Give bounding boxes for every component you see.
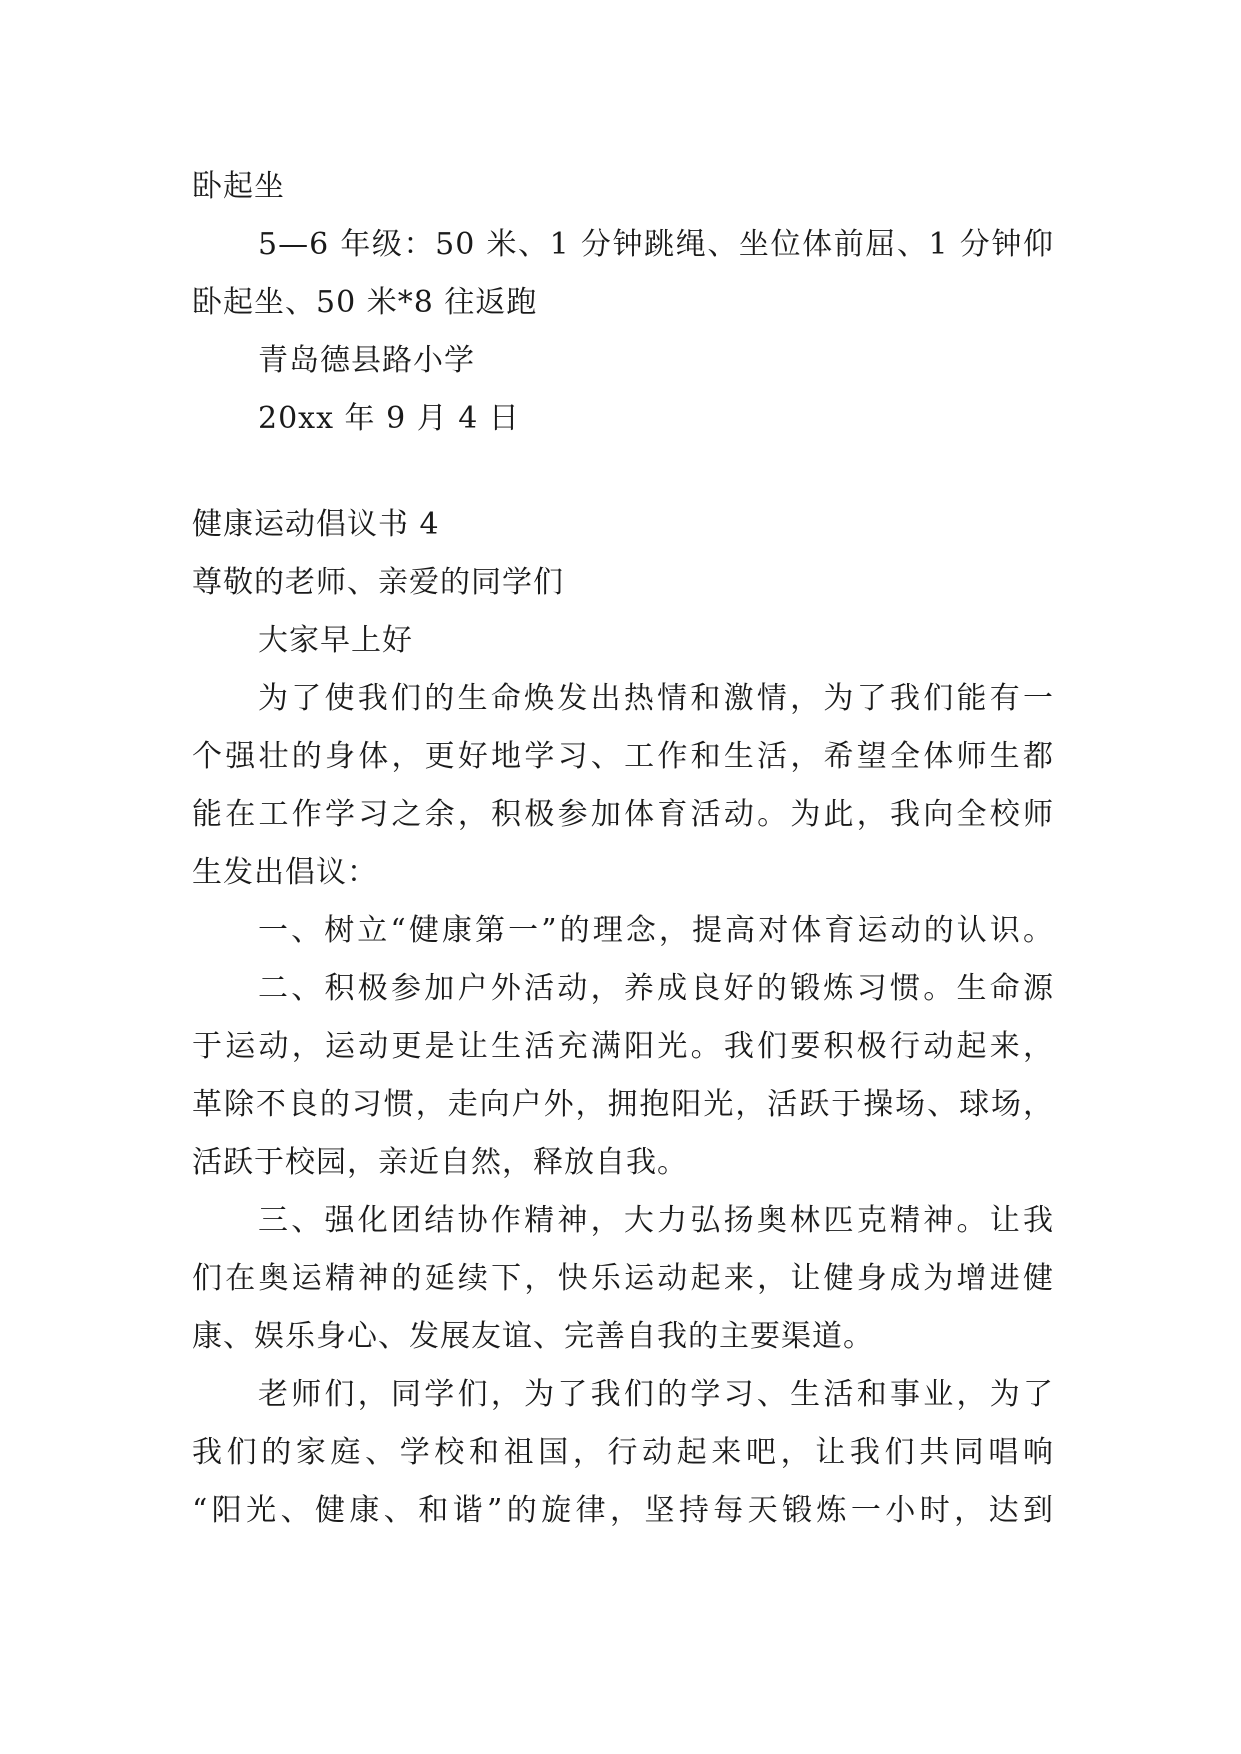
text-line: 们在奥运精神的延续下，快乐运动起来，让健身成为增进健 (192, 1261, 1054, 1296)
text-line: 老师们，同学们，为了我们的学习、生活和事业，为了 (258, 1377, 1054, 1412)
text-line: 康、娱乐身心、发展友谊、完善自我的主要渠道。 (192, 1319, 874, 1354)
text-line: 三、强化团结协作精神，大力弘扬奥林匹克精神。让我 (258, 1203, 1054, 1238)
text-line: 于运动，运动更是让生活充满阳光。我们要积极行动起来， (192, 1029, 1054, 1064)
text-line: 为了使我们的生命焕发出热情和激情，为了我们能有一 (258, 681, 1054, 716)
text-line: 我们的家庭、学校和祖国，行动起来吧，让我们共同唱响 (192, 1435, 1054, 1470)
document-body (192, 158, 1054, 1540)
text-line: “阳光、健康、和谐”的旋律，坚持每天锻炼一小时，达到 (192, 1493, 1054, 1528)
text-line: 活跃于校园，亲近自然，释放自我。 (192, 1145, 688, 1180)
text-line: 生发出倡议： (192, 855, 378, 890)
date-line: 20xx 年 9 月 4 日 (258, 401, 520, 436)
text-line: 能在工作学习之余，积极参加体育活动。为此，我向全校师 (192, 797, 1054, 832)
salutation: 尊敬的老师、亲爱的同学们 (192, 565, 564, 600)
text-line: 个强壮的身体，更好地学习、工作和生活，希望全体师生都 (192, 739, 1054, 774)
text-line: 卧起坐 (192, 169, 285, 204)
text-line: 一、树立“健康第一”的理念，提高对体育运动的认识。 (258, 913, 1054, 948)
text-line: 5—6 年级：50 米、1 分钟跳绳、坐位体前屈、1 分钟仰 (258, 227, 1054, 262)
text-line: 革除不良的习惯，走向户外，拥抱阳光，活跃于操场、球场， (192, 1087, 1054, 1122)
greeting: 大家早上好 (258, 623, 413, 658)
school-name: 青岛德县路小学 (258, 343, 475, 378)
section-gap (192, 448, 1054, 496)
text-line: 二、积极参加户外活动，养成良好的锻炼习惯。生命源 (258, 971, 1054, 1006)
section-title: 健康运动倡议书 4 (192, 507, 440, 542)
text-line: 卧起坐、50 米*8 往返跑 (192, 285, 538, 320)
